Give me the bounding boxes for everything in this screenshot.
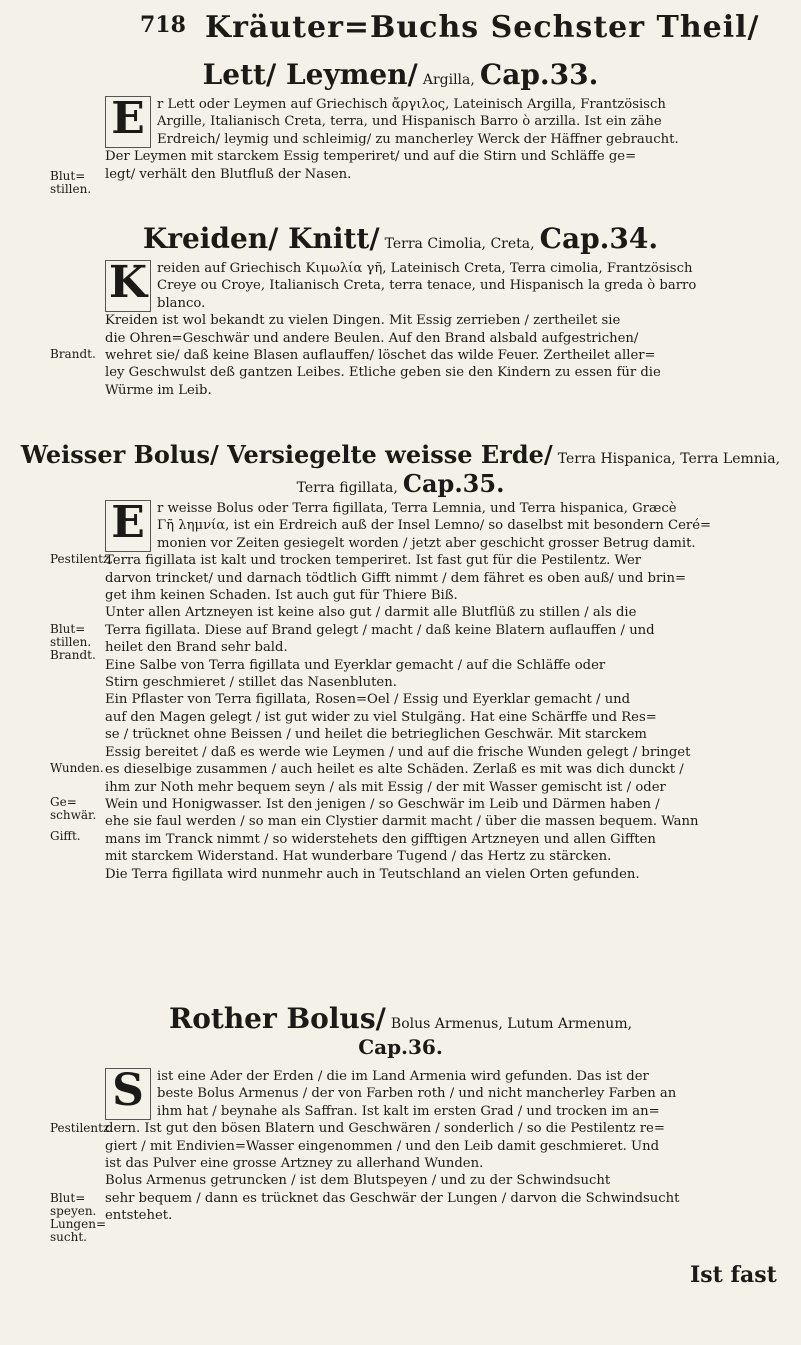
text-line: Argille, Italianisch Creta, terra, und Hispanisch Barro ò arzilla. Ist ein zähe bbox=[157, 114, 662, 130]
chapter-latin: Bolus Armenus, Lutum Armenum, bbox=[390, 1016, 633, 1032]
chapter-number: Cap.33. bbox=[479, 58, 599, 91]
chapter-title: Lett/ Leymen/ bbox=[202, 58, 418, 91]
text-line: ihm hat / beynahe als Saffran. Ist kalt im ersten Grad / und trocken im an= bbox=[157, 1103, 660, 1119]
paragraph-34 bbox=[105, 257, 760, 399]
text-line: entstehet. bbox=[105, 1208, 173, 1224]
margin-note: Pestilentz. bbox=[50, 552, 114, 566]
text-line: Terra figillata. Diese auf Brand gelegt / macht / daß keine Blatern auflauffen / und bbox=[105, 622, 655, 638]
chapter-number: Cap.36. bbox=[358, 1035, 443, 1059]
text-line: Eine Salbe von Terra figillata und Eyerklar gemacht / auf die Schläffe oder bbox=[105, 657, 606, 673]
margin-note: Blut= stillen. bbox=[50, 169, 92, 196]
text-line: Terra figillata ist kalt und trocken temperiret. Ist fast gut für die Pestilentz. Wer bbox=[105, 553, 642, 569]
text-line: sehr bequem / dann es trücknet das Geschwär der Lungen / darvon die Schwindsucht bbox=[105, 1190, 680, 1206]
text-line: beste Bolus Armenus / der von Farben roth / und nicht mancherley Farben an bbox=[157, 1086, 677, 1102]
page-number: 718 bbox=[140, 12, 186, 38]
paragraph-35 bbox=[105, 497, 760, 883]
paragraph-33 bbox=[105, 93, 760, 183]
text-line: es dieselbige zusammen / auch heilet es alte Schäden. Zerlaß es mit was dich dunckt / bbox=[105, 762, 684, 778]
text-line: darvon trincket/ und darnach tödtlich Gifft nimmt / dem fähret es oben auß/ und brin= bbox=[105, 570, 687, 586]
margin-note: Wunden. bbox=[50, 761, 104, 775]
margin-note: Ge= schwär. bbox=[50, 795, 97, 822]
margin-note: Gifft. bbox=[50, 829, 81, 843]
chapter-heading-34 bbox=[0, 222, 801, 255]
text-line: auf den Magen gelegt / ist gut wider zu viel Stulgäng. Hat eine Schärffe und Res= bbox=[105, 709, 657, 725]
text-line: Die Terra figillata wird nunmehr auch in Teutschland an vielen Orten gefunden. bbox=[105, 866, 640, 882]
text-line: ehe sie faul werden / so man ein Clystier darmit macht / über die massen bequem. Wann bbox=[105, 814, 699, 830]
text-line: monien vor Zeiten gesiegelt worden / jetzt aber geschicht grosser Betrug damit. bbox=[157, 535, 696, 551]
chapter-latin: Argilla, bbox=[422, 72, 475, 88]
running-title: Kräuter=Buchs Sechster Theil/ bbox=[205, 10, 760, 45]
text-line: ist eine Ader der Erden / die im Land Armenia wird gefunden. Das ist der bbox=[157, 1069, 649, 1084]
text-line: ihm zur Noth mehr bequem seyn / als mit Essig / der mit Wasser gemischt ist / oder bbox=[105, 779, 666, 795]
margin-note: Brandt. bbox=[50, 347, 96, 361]
text-line: Unter allen Artzneyen ist keine also gut / darmit alle Blutflüß zu stillen / als die bbox=[105, 605, 637, 621]
chapter-title: Kreiden/ Knitt/ bbox=[142, 222, 380, 255]
running-header bbox=[0, 12, 801, 46]
chapter-number: Cap.34. bbox=[539, 222, 659, 255]
drop-initial: E bbox=[105, 96, 151, 148]
paragraph-36 bbox=[105, 1065, 760, 1225]
margin-note: Blut= speyen. Lungen= sucht. bbox=[50, 1191, 106, 1244]
text-line: Wein und Honigwasser. Ist den jenigen / so Geschwär im Leib und Därmen haben / bbox=[105, 796, 660, 812]
chapter-number: Cap.35. bbox=[402, 469, 505, 498]
chapter-heading-33 bbox=[0, 58, 801, 91]
text-line: Kreiden ist wol bekandt zu vielen Dingen. Mit Essig zerrieben / zertheilet sie bbox=[105, 313, 621, 329]
drop-initial: K bbox=[105, 260, 151, 312]
text-line: Erdreich/ leymig und schleimig/ zu mancherley Werck der Häffner gebraucht. bbox=[157, 131, 679, 147]
text-line: heilet den Brand sehr bald. bbox=[105, 640, 288, 656]
text-line: se / trücknet ohne Beissen / und heilet die betrieglichen Geschwär. Mit starckem bbox=[105, 727, 647, 743]
drop-initial: E bbox=[105, 500, 151, 552]
text-line: wehret sie/ daß keine Blasen auflauffen/ löschet das wilde Feuer. Zertheilet aller= bbox=[105, 348, 656, 364]
text-line: Stirn geschmieret / stillet das Nasenbluten. bbox=[105, 675, 397, 691]
text-line: Creye ou Croye, Italianisch Creta, terra tenace, und Hispanisch la greda ò barro bbox=[157, 278, 697, 294]
text-line: blanco. bbox=[157, 295, 206, 311]
text-line: Essig bereitet / daß es werde wie Leymen / und auf die frische Wunden gelegt / bringet bbox=[105, 744, 691, 760]
chapter-heading-35 bbox=[0, 440, 801, 498]
text-line: ley Geschwulst deß gantzen Leibes. Etliche geben sie den Kindern zu essen für die bbox=[105, 365, 661, 381]
text-line: giert / mit Endivien=Wasser eingenommen / und den Leib damit geschmieret. Und bbox=[105, 1138, 660, 1154]
text-line: Γῆ λημνία, ist ein Erdreich auß der Insel Lemno/ so daselbst mit besondern Ceré= bbox=[157, 518, 712, 534]
text-line: die Ohren=Geschwär und andere Beulen. Auf den Brand alsbald aufgestrichen/ bbox=[105, 330, 639, 346]
text-line: Würme im Leib. bbox=[105, 382, 212, 398]
chapter-latin: Terra Hispanica, Terra Lemnia, Terra figillata, bbox=[296, 451, 781, 496]
text-line: ist das Pulver eine grosse Artzney zu allerhand Wunden. bbox=[105, 1156, 484, 1172]
chapter-title: Weisser Bolus/ Versiegelte weisse Erde/ bbox=[20, 440, 553, 469]
text-line: Der Leymen mit starckem Essig temperiret/ und auf die Stirn und Schläffe ge= bbox=[105, 149, 637, 165]
drop-initial: S bbox=[105, 1068, 151, 1120]
text-line: mit starckem Widerstand. Hat wunderbare Tugend / das Hertz zu stärcken. bbox=[105, 849, 612, 865]
catchword: Ist fast bbox=[690, 1262, 777, 1288]
text-line: r weisse Bolus oder Terra figillata, Terra Lemnia, und Terra hispanica, Græcè bbox=[157, 501, 677, 516]
text-line: reiden auf Griechisch Κιμωλία γῆ, Lateinisch Creta, Terra cimolia, Frantzösisch bbox=[157, 261, 693, 276]
margin-note: Pestilentz. bbox=[50, 1121, 114, 1135]
margin-note: Blut= stillen. Brandt. bbox=[50, 622, 96, 662]
text-line: dern. Ist gut den bösen Blatern und Geschwären / sonderlich / so die Pestilentz re= bbox=[105, 1121, 665, 1137]
text-line: mans im Tranck nimmt / so widerstehets den gifftigen Artzneyen und allen Gifften bbox=[105, 831, 656, 847]
text-line: Ein Pflaster von Terra figillata, Rosen=Oel / Essig und Eyerklar gemacht / und bbox=[105, 692, 631, 708]
text-line: Bolus Armenus getruncken / ist dem Blutspeyen / und zu der Schwindsucht bbox=[105, 1173, 611, 1189]
chapter-latin: Terra Cimolia, Creta, bbox=[384, 236, 535, 252]
text-line: legt/ verhält den Blutfluß der Nasen. bbox=[105, 166, 352, 182]
text-line: r Lett oder Leymen auf Griechisch ἄργιλος, Lateinisch Argilla, Frantzösisch bbox=[157, 97, 666, 112]
text-line: get ihm keinen Schaden. Ist auch gut für Thiere Biß. bbox=[105, 588, 458, 604]
chapter-title: Rother Bolus/ bbox=[168, 1002, 386, 1035]
chapter-heading-36 bbox=[0, 1002, 801, 1059]
